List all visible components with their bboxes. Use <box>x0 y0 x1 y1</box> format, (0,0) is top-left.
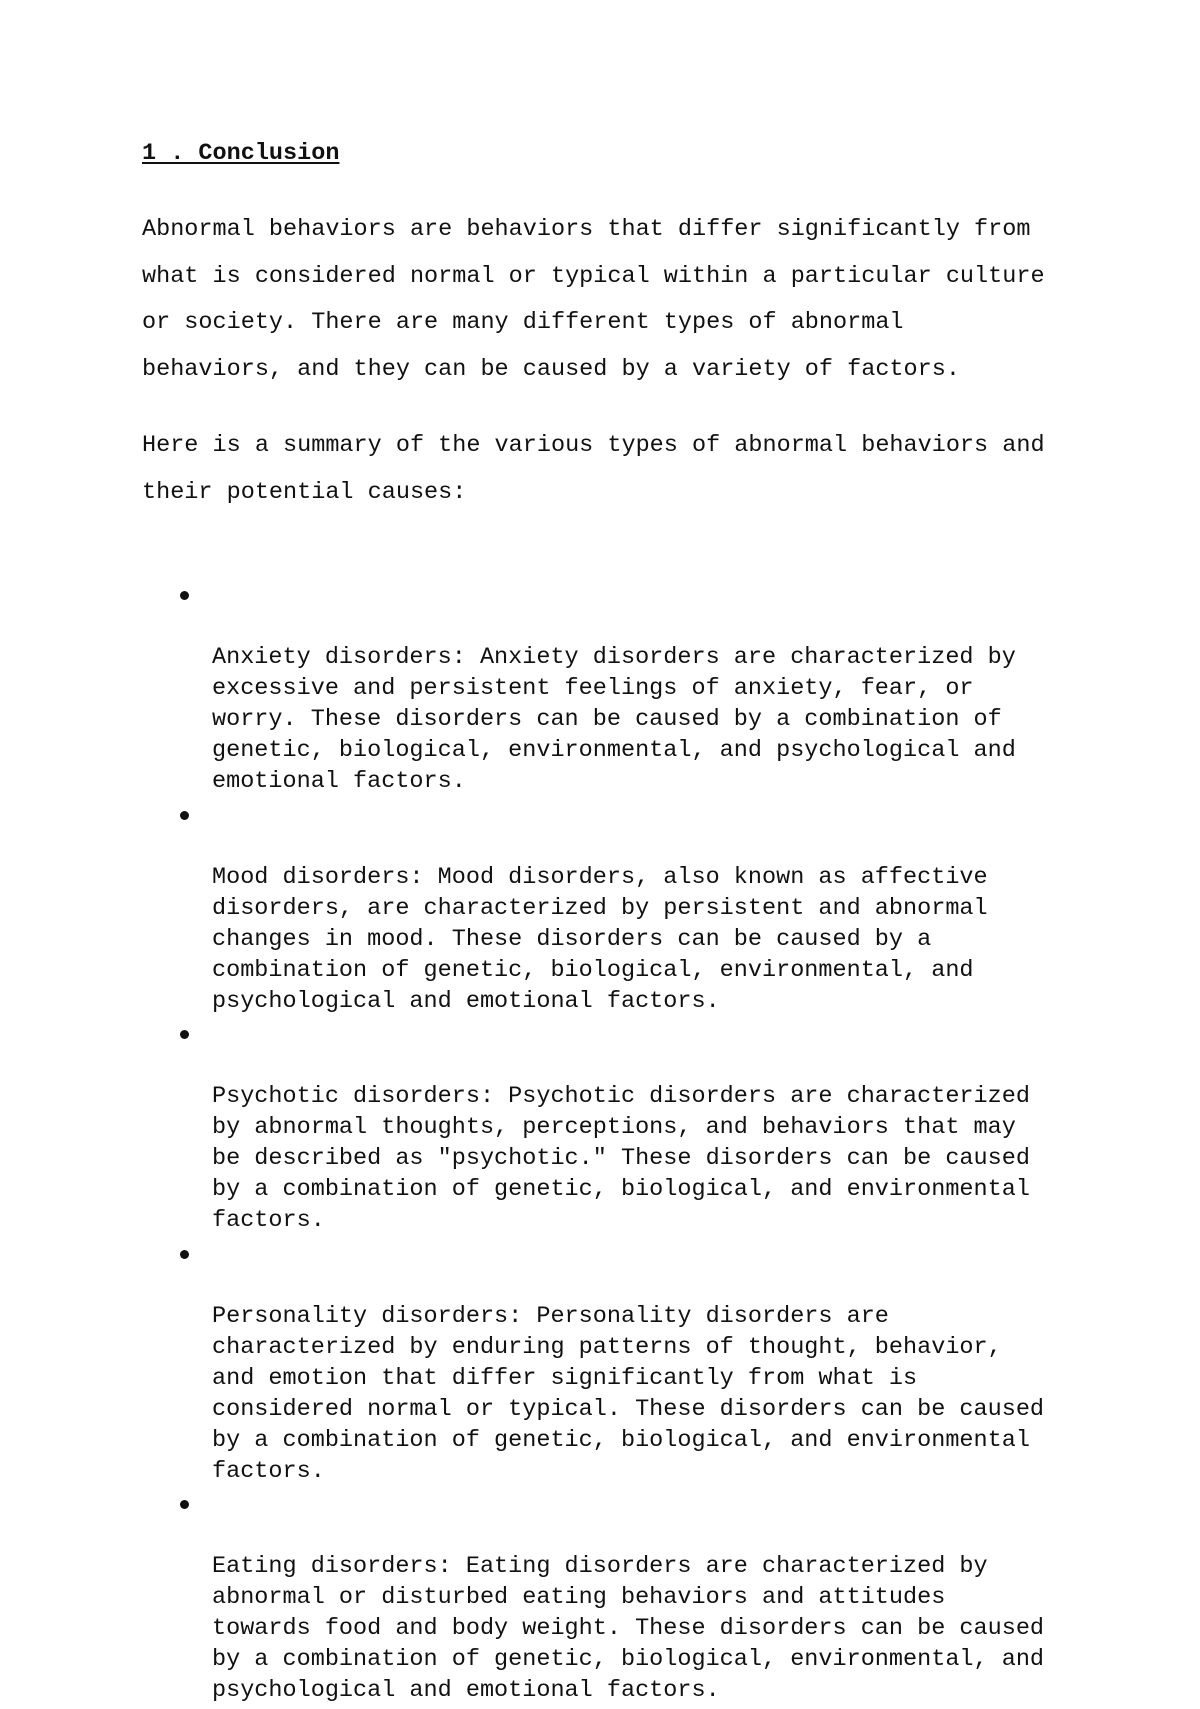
paragraph-summary: Here is a summary of the various types of abnormal behaviors and their potential causes: <box>142 432 1045 506</box>
section-heading: 1 . Conclusion <box>142 140 340 167</box>
bullet-icon <box>180 811 189 820</box>
list-item-text: Eating disorders: Eating disorders are characterized by abnormal or disturbed eating behaviors and attitudes towards food and body weight. These disorders can be caused by a combination of genetic, biological, environmental, and psychological and emotional factors. <box>212 1553 1045 1704</box>
list-item-text: Mood disorders: Mood disorders, also known as affective disorders, are characterized by persistent and abnormal changes in mood. These disorders can be caused by a combination of genetic, biological, environmental, and psychological and emotional factors. <box>212 863 988 1015</box>
bullet-icon <box>180 1030 189 1039</box>
bullet-icon <box>180 591 189 600</box>
list-item <box>142 1019 1062 1236</box>
list-item-text: Anxiety disorders: Anxiety disorders are characterized by excessive and persistent feelings of anxiety, fear, or worry. These disorders can be caused by a combination of genetic, biological, environmental, and psychological and emotional factors. <box>212 644 1016 795</box>
list-item-text: Personality disorders: Personality disorders are characterized by enduring patterns of thought, behavior, and emotion that differ significantly from what is considered normal or typical. These disorders can be caused by a combination of genetic, biological, and environmental factors. <box>212 1302 1045 1485</box>
list-item <box>142 800 1062 1017</box>
bullet-icon <box>180 1250 189 1259</box>
list-item <box>142 1489 1062 1706</box>
paragraph-intro: Abnormal behaviors are behaviors that differ significantly from what is considered normal or typical within a particular culture or society. There are many different types of abnormal behaviors, and they can be caused by a variety of factors. <box>142 216 1045 384</box>
bullet-list <box>142 580 1062 1709</box>
list-item <box>142 580 1062 797</box>
list-item <box>142 1239 1062 1487</box>
bullet-icon <box>180 1500 189 1509</box>
list-item-text: Psychotic disorders: Psychotic disorders are characterized by abnormal thoughts, perceptions, and behaviors that may be described as "psychotic." These disorders can be caused by a combination of genetic, biological, and environmental factors. <box>212 1083 1030 1234</box>
